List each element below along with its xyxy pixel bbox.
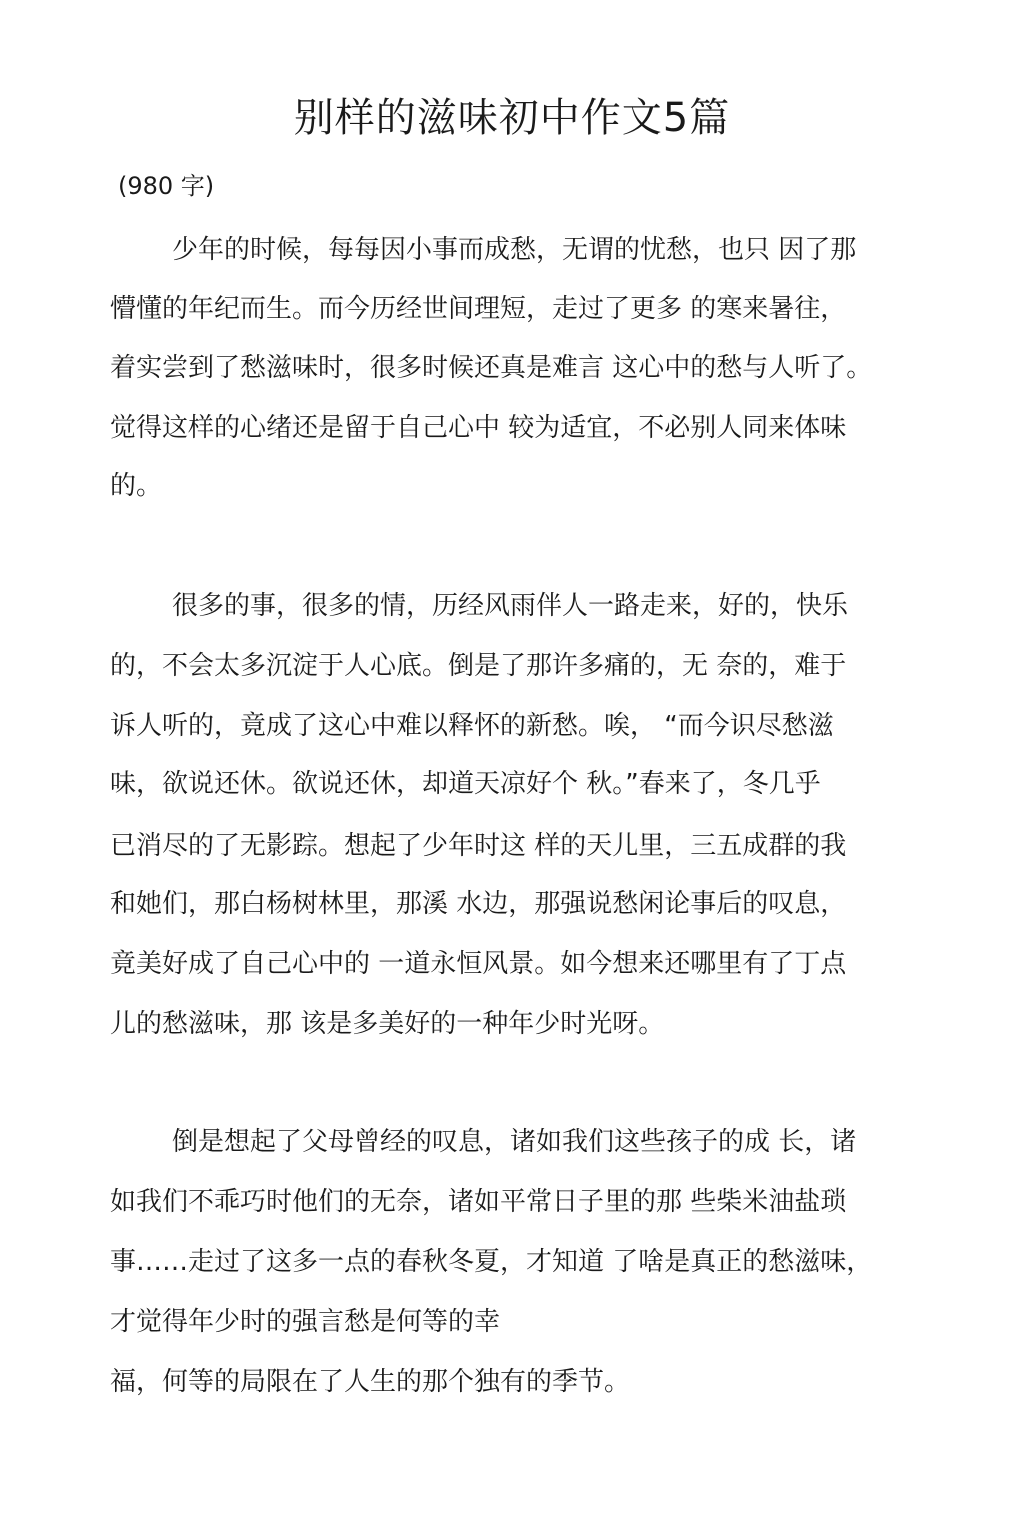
paragraph-3-line-1: 倒是想起了父母曾经的叹息，诸如我们这些孩子的成 长，诸 [172, 1127, 857, 1157]
paragraph-1-line-5: 的。 [110, 471, 163, 501]
paragraph-2-line-7: 竟美好成了自己心中的 一道永恒风景。如今想来还哪里有了丁点 [110, 949, 847, 979]
paragraph-3-line-4: 才觉得年少时的强言愁是何等的幸 [110, 1307, 501, 1337]
paragraph-2-line-6: 和她们，那白杨树林里，那溪 水边，那强说愁闲论事后的叹息， [110, 889, 847, 919]
paragraph-1-line-1: 少年的时候，每每因小事而成愁，无谓的忧愁，也只 因了那 [172, 235, 857, 265]
paragraph-2-line-5: 已消尽的了无影踪。想起了少年时这 样的天儿里，三五成群的我 [110, 831, 847, 861]
paragraph-1-line-2: 懵懂的年纪而生。而今历经世间理短，走过了更多 的寒来暑往， [110, 294, 847, 324]
paragraph-2-line-3: 诉人听的，竟成了这心中难以释怀的新愁。唉， “而今识尽愁滋 [110, 711, 834, 741]
paragraph-3-line-2: 如我们不乖巧时他们的无奈，诸如平常日子里的那 些柴米油盐琐 [110, 1187, 847, 1217]
word-count: (980 字) [118, 172, 215, 200]
paragraph-2-line-4: 味，欲说还休。欲说还休，却道天凉好个 秋。”春来了，冬几乎 [110, 769, 821, 799]
paragraph-2-line-1: 很多的事，很多的情，历经风雨伴人一路走来，好的，快乐 [172, 591, 849, 621]
paragraph-3-line-5: 福，何等的局限在了人生的那个独有的季节。 [110, 1367, 631, 1397]
paragraph-2-line-2: 的，不会太多沉淀于人心底。倒是了那许多痛的，无 奈的，难于 [110, 651, 847, 681]
paragraph-3-line-3: 事……走过了这多一点的春秋冬夏，才知道 了啥是真正的愁滋味， [110, 1247, 873, 1277]
paragraph-1-line-4: 觉得这样的心绪还是留于自己心中 较为适宜，不必别人同来体味 [110, 413, 847, 443]
document-title: 别样的滋味初中作文5篇 [293, 95, 731, 141]
paragraph-1-line-3: 着实尝到了愁滋味时，很多时候还真是难言 这心中的愁与人听了。 [110, 353, 873, 383]
paragraph-2-line-8: 儿的愁滋味，那 该是多美好的一种年少时光呀。 [110, 1009, 665, 1039]
